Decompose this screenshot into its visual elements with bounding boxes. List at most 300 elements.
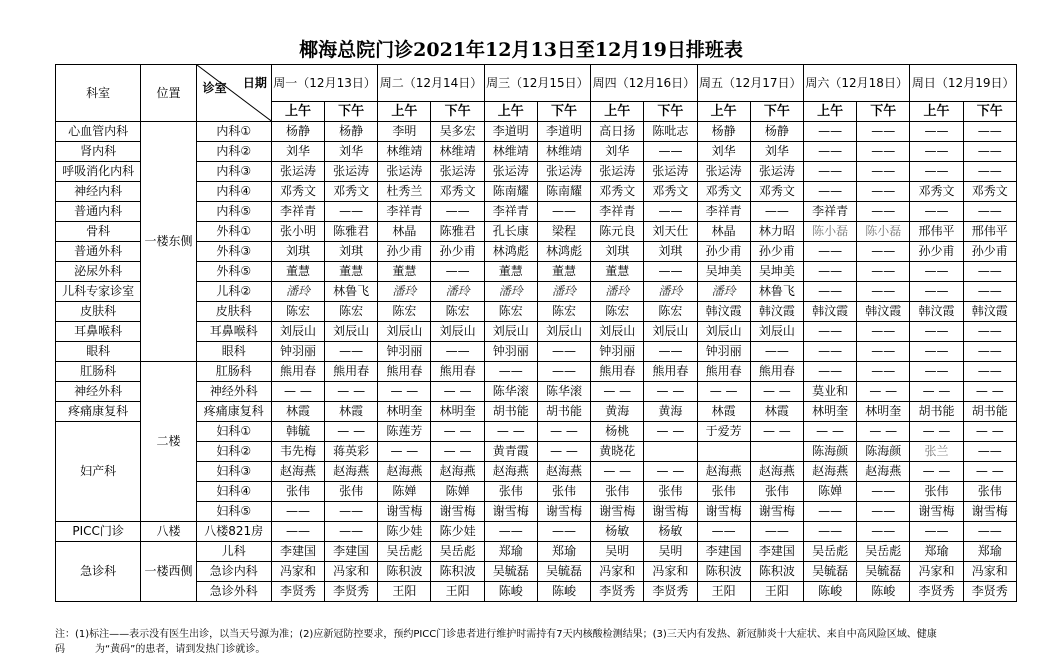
doctor-cell: 陈宏 bbox=[325, 302, 378, 322]
header-day: 周五（12月17日） bbox=[697, 65, 803, 102]
doctor-cell: 韦先梅 bbox=[271, 442, 324, 462]
header-day: 周日（12月19日） bbox=[910, 65, 1017, 102]
doctor-cell: —— bbox=[803, 122, 856, 142]
doctor-cell: —— bbox=[431, 342, 484, 362]
doctor-cell: 赵海燕 bbox=[697, 462, 750, 482]
dept-cell: 泌尿外科 bbox=[56, 262, 141, 282]
doctor-cell: —— bbox=[857, 502, 910, 522]
doctor-cell: 黄晓花 bbox=[591, 442, 644, 462]
doctor-cell: 林维靖 bbox=[431, 142, 484, 162]
header-am: 上午 bbox=[803, 102, 856, 122]
doctor-cell: 谢雪梅 bbox=[537, 502, 590, 522]
doctor-cell: 张运涛 bbox=[325, 162, 378, 182]
doctor-cell: 张兰 bbox=[910, 442, 963, 462]
header-day: 周一（12月13日） bbox=[271, 65, 377, 102]
doctor-cell: 张小明 bbox=[271, 222, 324, 242]
dept-cell: 呼吸消化内科 bbox=[56, 162, 141, 182]
doctor-cell: 林霞 bbox=[750, 402, 803, 422]
doctor-cell: 陈华滚 bbox=[484, 382, 537, 402]
dept-cell: 肛肠科 bbox=[56, 362, 141, 382]
header-am: 上午 bbox=[484, 102, 537, 122]
doctor-cell: —— bbox=[857, 322, 910, 342]
doctor-cell: 吴岳彪 bbox=[857, 542, 910, 562]
doctor-cell: 刘琪 bbox=[325, 242, 378, 262]
doctor-cell: 刘辰山 bbox=[591, 322, 644, 342]
doctor-cell: —— bbox=[910, 202, 963, 222]
table-row bbox=[56, 422, 1017, 442]
doctor-cell bbox=[697, 442, 750, 462]
dept-cell: 皮肤科 bbox=[56, 302, 141, 322]
doctor-cell: 李贤秀 bbox=[271, 582, 324, 602]
doctor-cell: 谢雪梅 bbox=[591, 502, 644, 522]
header-day: 周四（12月16日） bbox=[591, 65, 697, 102]
header-am: 上午 bbox=[271, 102, 324, 122]
doctor-cell: 陈积波 bbox=[431, 562, 484, 582]
doctor-cell: — — bbox=[325, 382, 378, 402]
doctor-cell: 李贤秀 bbox=[591, 582, 644, 602]
doctor-cell: 熊用春 bbox=[431, 362, 484, 382]
room-cell: 妇科④ bbox=[196, 482, 271, 502]
doctor-cell: 林维靖 bbox=[537, 142, 590, 162]
doctor-cell: 钟羽丽 bbox=[271, 342, 324, 362]
table-row bbox=[56, 242, 1017, 262]
doctor-cell: 杜秀兰 bbox=[378, 182, 431, 202]
room-cell: 儿科② bbox=[196, 282, 271, 302]
doctor-cell: —— bbox=[484, 522, 537, 542]
doctor-cell: —— bbox=[963, 162, 1016, 182]
doctor-cell: 潘玲 bbox=[484, 282, 537, 302]
doctor-cell: —— bbox=[271, 522, 324, 542]
doctor-cell: —— bbox=[644, 342, 697, 362]
doctor-cell: —— bbox=[910, 282, 963, 302]
doctor-cell: 冯家和 bbox=[325, 562, 378, 582]
dept-cell: 眼科 bbox=[56, 342, 141, 362]
doctor-cell: 孙少甫 bbox=[750, 242, 803, 262]
doctor-cell: 刘琪 bbox=[271, 242, 324, 262]
dept-cell: 神经外科 bbox=[56, 382, 141, 402]
doctor-cell: 董慧 bbox=[484, 262, 537, 282]
doctor-cell: 张伟 bbox=[591, 482, 644, 502]
doctor-cell: 陈峻 bbox=[803, 582, 856, 602]
doctor-cell: — — bbox=[591, 382, 644, 402]
doctor-cell: —— bbox=[325, 522, 378, 542]
table-row bbox=[56, 482, 1017, 502]
doctor-cell: — — bbox=[644, 382, 697, 402]
room-cell: 妇科⑤ bbox=[196, 502, 271, 522]
doctor-cell: —— bbox=[963, 142, 1016, 162]
table-row bbox=[56, 502, 1017, 522]
doctor-cell: —— bbox=[803, 522, 856, 542]
doctor-cell: — — bbox=[750, 382, 803, 402]
doctor-cell: —— bbox=[963, 342, 1016, 362]
doctor-cell: —— bbox=[431, 262, 484, 282]
room-cell: 皮肤科 bbox=[196, 302, 271, 322]
doctor-cell: —— bbox=[963, 362, 1016, 382]
doctor-cell: 谢雪梅 bbox=[431, 502, 484, 522]
doctor-cell: 吴坤美 bbox=[697, 262, 750, 282]
doctor-cell: — — bbox=[431, 382, 484, 402]
doctor-cell: 吴毓磊 bbox=[537, 562, 590, 582]
doctor-cell: 潘玲 bbox=[537, 282, 590, 302]
table-row bbox=[56, 162, 1017, 182]
footnote-line-1: 注：(1)标注——表示没有医生出诊，以当天号源为准；(2)应新冠防控要求，预约PICC门诊患者进行维护时需持有7天内核酸检测结果；(3)三天内有发热、新冠肺炎十大症状、来自中高风险区域、健康 bbox=[55, 629, 937, 640]
doctor-cell: 李道明 bbox=[484, 122, 537, 142]
doctor-cell: —— bbox=[963, 122, 1016, 142]
doctor-cell: 张运涛 bbox=[378, 162, 431, 182]
doctor-cell: 陈婵 bbox=[803, 482, 856, 502]
doctor-cell: —— bbox=[963, 322, 1016, 342]
doctor-cell: 潘玲 bbox=[271, 282, 324, 302]
doctor-cell: 陈少娃 bbox=[431, 522, 484, 542]
doctor-cell: —— bbox=[910, 142, 963, 162]
doctor-cell: 冯家和 bbox=[644, 562, 697, 582]
doctor-cell: —— bbox=[963, 522, 1016, 542]
header-date: 日期 bbox=[242, 76, 267, 90]
room-cell: 八楼821房 bbox=[196, 522, 271, 542]
room-cell: 疼痛康复科 bbox=[196, 402, 271, 422]
doctor-cell: —— bbox=[857, 242, 910, 262]
doctor-cell: 胡书能 bbox=[537, 402, 590, 422]
doctor-cell: 邓秀文 bbox=[325, 182, 378, 202]
doctor-cell: — — bbox=[644, 422, 697, 442]
doctor-cell: 张伟 bbox=[484, 482, 537, 502]
header-pm: 下午 bbox=[325, 102, 378, 122]
doctor-cell: 刘辰山 bbox=[644, 322, 697, 342]
doctor-cell: —— bbox=[857, 522, 910, 542]
header-am: 上午 bbox=[591, 102, 644, 122]
doctor-cell: —— bbox=[644, 262, 697, 282]
doctor-cell: 赵海燕 bbox=[378, 462, 431, 482]
doctor-cell: 林鲁飞 bbox=[325, 282, 378, 302]
doctor-cell: 蒋英彩 bbox=[325, 442, 378, 462]
room-cell: 神经外科 bbox=[196, 382, 271, 402]
header-day: 周三（12月15日） bbox=[484, 65, 590, 102]
dept-cell: 儿科专家诊室 bbox=[56, 282, 141, 302]
doctor-cell: 郑瑜 bbox=[963, 542, 1016, 562]
room-cell: 内科② bbox=[196, 142, 271, 162]
header-am: 上午 bbox=[910, 102, 963, 122]
header-pm: 下午 bbox=[750, 102, 803, 122]
room-cell: 内科⑤ bbox=[196, 202, 271, 222]
doctor-cell: 谢雪梅 bbox=[484, 502, 537, 522]
location-cell: 八楼 bbox=[141, 522, 196, 542]
doctor-cell: 杨静 bbox=[750, 122, 803, 142]
doctor-cell: —— bbox=[857, 162, 910, 182]
room-cell: 妇科② bbox=[196, 442, 271, 462]
doctor-cell: 陈峻 bbox=[537, 582, 590, 602]
room-cell: 内科① bbox=[196, 122, 271, 142]
doctor-cell: 赵海燕 bbox=[484, 462, 537, 482]
doctor-cell: 刘华 bbox=[325, 142, 378, 162]
room-cell: 内科④ bbox=[196, 182, 271, 202]
doctor-cell: — — bbox=[963, 462, 1016, 482]
doctor-cell: —— bbox=[537, 342, 590, 362]
header-day: 周二（12月14日） bbox=[378, 65, 484, 102]
doctor-cell: 张运涛 bbox=[697, 162, 750, 182]
doctor-cell: 冯家和 bbox=[591, 562, 644, 582]
doctor-cell: — — bbox=[910, 382, 963, 402]
dept-cell: 急诊科 bbox=[56, 542, 141, 602]
doctor-cell: 李贤秀 bbox=[910, 582, 963, 602]
doctor-cell: —— bbox=[910, 122, 963, 142]
dept-cell: 神经内科 bbox=[56, 182, 141, 202]
table-row bbox=[56, 202, 1017, 222]
doctor-cell: 郑瑜 bbox=[537, 542, 590, 562]
doctor-cell: 吴岳彪 bbox=[803, 542, 856, 562]
doctor-cell: 陈莲芳 bbox=[378, 422, 431, 442]
doctor-cell: 林维靖 bbox=[378, 142, 431, 162]
doctor-cell: 张伟 bbox=[644, 482, 697, 502]
doctor-cell: — — bbox=[963, 422, 1016, 442]
doctor-cell: 孔长康 bbox=[484, 222, 537, 242]
page-title: 椰海总院门诊2021年12月13日至12月19日排班表 bbox=[299, 39, 743, 61]
doctor-cell: 刘辰山 bbox=[325, 322, 378, 342]
doctor-cell: — — bbox=[431, 422, 484, 442]
doctor-cell: 刘辰山 bbox=[750, 322, 803, 342]
doctor-cell: 刘辰山 bbox=[537, 322, 590, 342]
doctor-cell: 韩汶霞 bbox=[750, 302, 803, 322]
doctor-cell: —— bbox=[750, 202, 803, 222]
doctor-cell: —— bbox=[857, 122, 910, 142]
doctor-cell: 吴坤美 bbox=[750, 262, 803, 282]
doctor-cell: 钟羽丽 bbox=[697, 342, 750, 362]
doctor-cell: 张运涛 bbox=[750, 162, 803, 182]
doctor-cell: 胡书能 bbox=[484, 402, 537, 422]
doctor-cell: 吴明 bbox=[591, 542, 644, 562]
doctor-cell: 张伟 bbox=[697, 482, 750, 502]
table-row bbox=[56, 582, 1017, 602]
room-cell: 肛肠科 bbox=[196, 362, 271, 382]
doctor-cell: 刘琪 bbox=[644, 242, 697, 262]
doctor-cell: 韩汶霞 bbox=[803, 302, 856, 322]
doctor-cell: 赵海燕 bbox=[750, 462, 803, 482]
header-pm: 下午 bbox=[431, 102, 484, 122]
header-room-date bbox=[196, 65, 271, 122]
doctor-cell: 冯家和 bbox=[271, 562, 324, 582]
doctor-cell: 林晶 bbox=[697, 222, 750, 242]
doctor-cell: —— bbox=[910, 362, 963, 382]
doctor-cell: — — bbox=[537, 442, 590, 462]
doctor-cell: 林明奎 bbox=[803, 402, 856, 422]
doctor-cell: 李贤秀 bbox=[644, 582, 697, 602]
doctor-cell: 孙少甫 bbox=[378, 242, 431, 262]
footnote bbox=[55, 627, 1015, 657]
doctor-cell: 陈元良 bbox=[591, 222, 644, 242]
doctor-cell: 赵海燕 bbox=[325, 462, 378, 482]
doctor-cell: 陈积波 bbox=[697, 562, 750, 582]
doctor-cell: 赵海燕 bbox=[271, 462, 324, 482]
doctor-cell: —— bbox=[803, 262, 856, 282]
doctor-cell: 董慧 bbox=[378, 262, 431, 282]
doctor-cell bbox=[750, 442, 803, 462]
doctor-cell: 黄海 bbox=[644, 402, 697, 422]
doctor-cell: — — bbox=[591, 462, 644, 482]
doctor-cell: 赵海燕 bbox=[537, 462, 590, 482]
room-cell: 儿科 bbox=[196, 542, 271, 562]
doctor-cell: 林霞 bbox=[325, 402, 378, 422]
doctor-cell: — — bbox=[644, 462, 697, 482]
doctor-cell: 杨敏 bbox=[591, 522, 644, 542]
doctor-cell: —— bbox=[325, 502, 378, 522]
doctor-cell: —— bbox=[857, 202, 910, 222]
doctor-cell: 陈宏 bbox=[431, 302, 484, 322]
footnote-line-2: 码 为“黄码”的患者，请到发热门诊就诊。 bbox=[55, 644, 266, 655]
doctor-cell: 孙少甫 bbox=[963, 242, 1016, 262]
doctor-cell: 李明 bbox=[378, 122, 431, 142]
room-cell: 外科③ bbox=[196, 242, 271, 262]
header-am: 上午 bbox=[697, 102, 750, 122]
doctor-cell: 熊用春 bbox=[750, 362, 803, 382]
doctor-cell: 王阳 bbox=[431, 582, 484, 602]
doctor-cell: 林霞 bbox=[697, 402, 750, 422]
header-pm: 下午 bbox=[644, 102, 697, 122]
doctor-cell: 陈峻 bbox=[484, 582, 537, 602]
doctor-cell: 韩汶霞 bbox=[697, 302, 750, 322]
doctor-cell: 胡书能 bbox=[910, 402, 963, 422]
doctor-cell: 邓秀文 bbox=[591, 182, 644, 202]
room-cell: 妇科① bbox=[196, 422, 271, 442]
doctor-cell: —— bbox=[803, 362, 856, 382]
doctor-cell: 潘玲 bbox=[697, 282, 750, 302]
doctor-cell: 熊用春 bbox=[591, 362, 644, 382]
table-row bbox=[56, 382, 1017, 402]
doctor-cell: 张运涛 bbox=[271, 162, 324, 182]
doctor-cell: —— bbox=[803, 282, 856, 302]
doctor-cell: 李祥青 bbox=[484, 202, 537, 222]
doctor-cell: 吴岳彪 bbox=[431, 542, 484, 562]
doctor-cell: 董慧 bbox=[537, 262, 590, 282]
doctor-cell: —— bbox=[910, 162, 963, 182]
doctor-cell: 张伟 bbox=[910, 482, 963, 502]
doctor-cell: 梁程 bbox=[537, 222, 590, 242]
dept-cell: 耳鼻喉科 bbox=[56, 322, 141, 342]
doctor-cell: 郑瑜 bbox=[484, 542, 537, 562]
doctor-cell: 张运涛 bbox=[591, 162, 644, 182]
doctor-cell: 陈宏 bbox=[484, 302, 537, 322]
doctor-cell: 邓秀文 bbox=[910, 182, 963, 202]
doctor-cell: 李建国 bbox=[750, 542, 803, 562]
doctor-cell: 潘玲 bbox=[591, 282, 644, 302]
header-pm: 下午 bbox=[857, 102, 910, 122]
doctor-cell: 刘华 bbox=[697, 142, 750, 162]
doctor-cell: 韩汶霞 bbox=[857, 302, 910, 322]
table-row bbox=[56, 182, 1017, 202]
doctor-cell: 陈婵 bbox=[378, 482, 431, 502]
table-row bbox=[56, 322, 1017, 342]
doctor-cell: 谢雪梅 bbox=[910, 502, 963, 522]
doctor-cell: —— bbox=[910, 522, 963, 542]
doctor-cell: 刘天仕 bbox=[644, 222, 697, 242]
doctor-cell: 王阳 bbox=[750, 582, 803, 602]
doctor-cell: 吴毓磊 bbox=[857, 562, 910, 582]
doctor-cell: — — bbox=[910, 462, 963, 482]
doctor-cell: —— bbox=[910, 262, 963, 282]
doctor-cell: 陈海颜 bbox=[857, 442, 910, 462]
doctor-cell: 林明奎 bbox=[378, 402, 431, 422]
doctor-cell: 李建国 bbox=[325, 542, 378, 562]
doctor-cell: 陈宏 bbox=[378, 302, 431, 322]
doctor-cell: 陈积波 bbox=[750, 562, 803, 582]
doctor-cell: 吴毓磊 bbox=[803, 562, 856, 582]
doctor-cell: 钟羽丽 bbox=[378, 342, 431, 362]
room-cell: 外科⑤ bbox=[196, 262, 271, 282]
doctor-cell: 陈南耀 bbox=[484, 182, 537, 202]
doctor-cell: —— bbox=[803, 502, 856, 522]
doctor-cell: 林力昭 bbox=[750, 222, 803, 242]
doctor-cell: 董慧 bbox=[591, 262, 644, 282]
doctor-cell: —— bbox=[644, 202, 697, 222]
location-cell: 二楼 bbox=[141, 362, 196, 522]
doctor-cell: —— bbox=[537, 202, 590, 222]
doctor-cell: 陈积波 bbox=[378, 562, 431, 582]
doctor-cell: 陈峻 bbox=[857, 582, 910, 602]
doctor-cell: 陈海颜 bbox=[803, 442, 856, 462]
doctor-cell: —— bbox=[484, 362, 537, 382]
doctor-cell: 吴毓磊 bbox=[484, 562, 537, 582]
header-room: 诊室 bbox=[202, 81, 227, 95]
doctor-cell: 林霞 bbox=[271, 402, 324, 422]
doctor-cell: 董慧 bbox=[325, 262, 378, 282]
doctor-cell: —— bbox=[803, 322, 856, 342]
doctor-cell: 黄青霞 bbox=[484, 442, 537, 462]
doctor-cell: 陈雅君 bbox=[431, 222, 484, 242]
doctor-cell: — — bbox=[271, 382, 324, 402]
doctor-cell: —— bbox=[431, 202, 484, 222]
doctor-cell: — — bbox=[857, 382, 910, 402]
doctor-cell: 张伟 bbox=[963, 482, 1016, 502]
doctor-cell: 钟羽丽 bbox=[484, 342, 537, 362]
doctor-cell: 胡书能 bbox=[963, 402, 1016, 422]
doctor-cell: — — bbox=[378, 442, 431, 462]
doctor-cell: 林明奎 bbox=[431, 402, 484, 422]
location-cell: 一楼东侧 bbox=[141, 122, 196, 362]
doctor-cell: 吴多宏 bbox=[431, 122, 484, 142]
doctor-cell: —— bbox=[803, 182, 856, 202]
doctor-cell: 刘辰山 bbox=[378, 322, 431, 342]
doctor-cell: 刘辰山 bbox=[271, 322, 324, 342]
doctor-cell: 陈吡志 bbox=[644, 122, 697, 142]
doctor-cell: —— bbox=[857, 342, 910, 362]
doctor-cell: 孙少甫 bbox=[910, 242, 963, 262]
doctor-cell: 张运涛 bbox=[644, 162, 697, 182]
doctor-cell: 熊用春 bbox=[644, 362, 697, 382]
table-row bbox=[56, 562, 1017, 582]
doctor-cell: 张伟 bbox=[271, 482, 324, 502]
doctor-cell: 李祥青 bbox=[697, 202, 750, 222]
doctor-cell: —— bbox=[803, 162, 856, 182]
doctor-cell: 陈小磊 bbox=[857, 222, 910, 242]
doctor-cell: —— bbox=[857, 362, 910, 382]
doctor-cell: 刘辰山 bbox=[431, 322, 484, 342]
doctor-cell: 林鲁飞 bbox=[750, 282, 803, 302]
doctor-cell: —— bbox=[697, 522, 750, 542]
table-row bbox=[56, 342, 1017, 362]
doctor-cell: —— bbox=[644, 142, 697, 162]
doctor-cell: —— bbox=[857, 262, 910, 282]
dept-cell: 普通外科 bbox=[56, 242, 141, 262]
dept-cell: 妇产科 bbox=[56, 422, 141, 522]
table-row bbox=[56, 262, 1017, 282]
doctor-cell: 董慧 bbox=[271, 262, 324, 282]
header-location: 位置 bbox=[141, 65, 196, 122]
doctor-cell: 熊用春 bbox=[697, 362, 750, 382]
dept-cell: 普通内科 bbox=[56, 202, 141, 222]
doctor-cell: 林明奎 bbox=[857, 402, 910, 422]
header-day: 周六（12月18日） bbox=[803, 65, 909, 102]
doctor-cell: 林鸿彪 bbox=[484, 242, 537, 262]
doctor-cell: 谢雪梅 bbox=[644, 502, 697, 522]
doctor-cell: 于爱芳 bbox=[697, 422, 750, 442]
